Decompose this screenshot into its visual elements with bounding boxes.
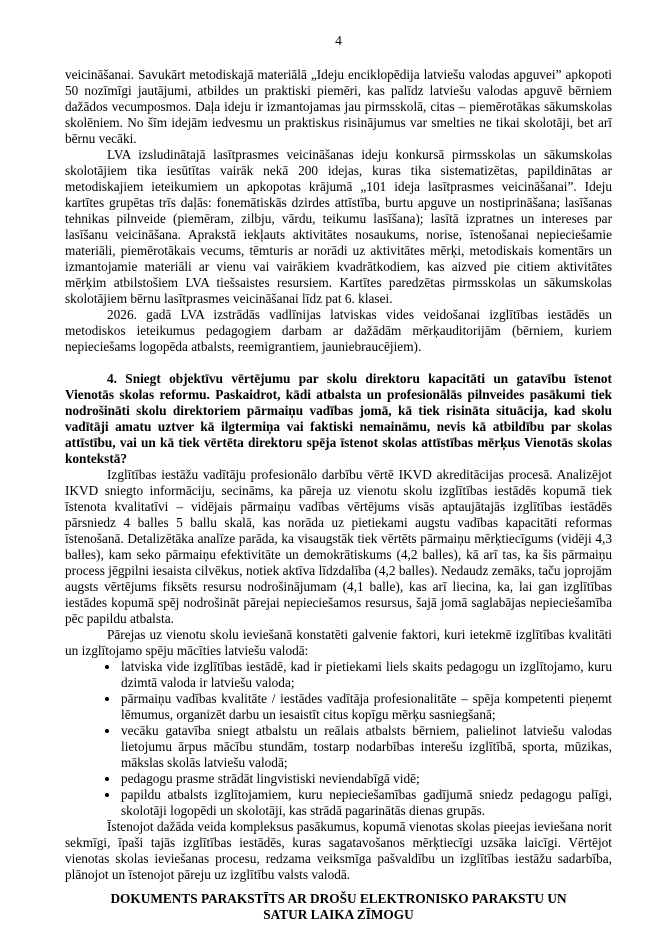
bullet-item: • vecāku gatavība sniegt atbalstu un reālais atbalsts bērniem, palielinot latviešu valodas lietojumu ārpus mācību stundām, tostarp nodarbības interešu izglītībā, sporta, mūzikas, mākslas skolās latviešu valodā; [120, 723, 612, 771]
body-paragraph: Pārejas uz vienotu skolu ieviešanā konstatēti galvenie faktori, kuri ietekmē izglītības kvalitāti un izglītojamo spēju mācīties latviešu valodā: [65, 627, 612, 658]
body-paragraph: veicināšanai. Savukārt metodiskajā materiālā „Ideju enciklopēdija latviešu valodas apguvei” apkopoti 50 nozīmīgi jautājumi, atbildes un praktiski piemēri, kas palīdz latviešu valodas apguvē bērniem dažādos vecumposmos. Daļa ideju ir izmantojamas jau pirmsskolā, citas – piemērotākas sākumskolas skolēniem. No šīm idejām iedvesmu un praktiskus risinājumus var smelties ne tikai skolotāji, bet arī bērnu vecāki. [65, 67, 612, 146]
body-paragraph: 2026. gadā LVA izstrādās vadlīnijas latviskas vides veidošanai izglītības iestādēs un metodiskos ieteikumus pedagogiem darbam ar dažādām mērķauditorijām (bērniem, kuriem nepieciešams logopēda atbalsts, reemigrantiem, jauniebraucējiem). [65, 307, 612, 354]
signature-footer-line1: DOKUMENTS PARAKSTĪTS AR DROŠU ELEKTRONISKO PARAKSTU UN [110, 891, 567, 906]
bullet-item: • latviska vide izglītības iestādē, kad ir pietiekami liels skaits pedagogu un izglītojamo, kuru dzimtā valoda ir latviešu valoda; [120, 659, 612, 691]
body-paragraph: Īstenojot dažāda veida kompleksus pasākumus, kopumā vienotas skolas pieejas ieviešana norit sekmīgi, īpaši tajās izglītības iestādēs, kuras sagatavošanos mērķtiecīgi uzsāka laicīgi. Vērtējot vienotas skolas ieviešanas procesu, redzama veiksmīga pašvaldību un izglītības iestāžu sadarbība, plānojot un īstenojot pāreju uz izglītību valsts valodā. [65, 819, 612, 882]
document-body [65, 67, 612, 883]
bullet-item: • pārmaiņu vadības kvalitāte / iestādes vadītāja profesionalitāte – spēja kompetenti pieņemt lēmumus, organizēt darbu un iesaistīt citus kopīgu mērķu sasniegšanā; [120, 691, 612, 723]
body-paragraph: LVA izsludinātajā lasītprasmes veicināšanas ideju konkursā pirmsskolas un sākumskolas skolotājiem tika iesūtītas vairāk nekā 200 idejas, kuras tika sistematizētas, papildinātas ar metodiskajiem ieteikumiem un apkopotas krājumā „101 ideja lasītprasmes veicināšanai”. Ideju kartītes grupētas trīs daļās: fonemātiskās dzirdes attīstība, burtu apguve un nostiprināšana; lasīšanas tehnikas pilnveide (piemēram, zilbju, vārdu, teikumu lasīšana); lasītā izpratnes un intereses par lasīšanu veicināšana. Aprakstā iekļauts aktivitātes nosaukums, norise, īstenošanai nepieciešamie materiāli, piemērotākais vecums, tēmturis ar norādi uz aktivitātes mērķi, metodiskais komentārs un izmantojamie materiāli ar vienu vai vairākiem kvadrātkodiem, kas aizved pie citiem aktivitātes mērķim atbilstošiem LVA tiešsaistes resursiem. Kartītes paredzētas pirmsskolas un sākumskolas skolotājiem bērnu lasītprasmes veicināšanai līdz pat 6. klasei. [65, 147, 612, 306]
bullet-item: • papildu atbalsts izglītojamiem, kuru nepieciešamības gadījumā sniedz pedagogu palīgi, skolotāji logopēdi un skolotāji, kas strādā pagarinātās dienas grupās. [120, 787, 612, 819]
signature-footer-line2: SATUR LAIKA ZĪMOGU [263, 907, 414, 922]
bullet-list [65, 659, 612, 819]
body-paragraph: Izglītības iestāžu vadītāju profesionālo darbību vērtē IKVD akreditācijas procesā. Analizējot IKVD sniegto informāciju, secināms, ka pāreja uz vienotu skolu izglītības iestādēs kopumā tiek īstenota kvalitatīvi – vidējais pārmaiņu vadības vērtējums visās aptaujātajās izglītības iestādēs pārsniedz 4 balles 5 ballu skalā, kas norāda uz pietiekami augstu vadības kapacitāti reformas īstenošanā. Detalizētāka analīze parāda, ka visaugstāk tiek vērtēts pārmaiņu mērķtiecīgums (vidēji 4,3 balles), kam seko pārmaiņu efektivitāte un demokrātiskums (4,2 balles), kā arī tas, ka šis pārmaiņu process jēgpilni iesaista cilvēkus, notiek aktīva līdzdalība (4,2 balles). Nedaudz zemāks, taču joprojām augsts vērtējums fiksēts resursu nodrošinājumam (4,1 balle), kas arī liecina, ka, lai gan izglītības iestādes kopumā spēj nodrošināt pārejai nepieciešamos resursus, šajā jomā saglabājas nepieciešamība pēc papildu atbalsta. [65, 467, 612, 626]
bold-question-paragraph: 4. Sniegt objektīvu vērtējumu par skolu direktoru kapacitāti un gatavību īstenot Vienotās skolas reformu. Paskaidrot, kādi atbalsta un profesionālās pilnveides pasākumi tiek nodrošināti skolu direktoriem pārmaiņu vadības jomā, kā tiek risināta situācija, kad skolu vadītāji amatu uztver kā ilgtermiņa vai faktiski nemaināmu, nevis kā atbildību par skolas attīstību, vai un kā tiek vērtēta direktoru spēja īstenot skolas attīstības mērķus Vienotās skolas kontekstā? [65, 371, 612, 466]
bullet-item: • pedagogu prasme strādāt lingvistiski neviendabīgā vidē; [120, 771, 612, 787]
signature-footer [65, 891, 612, 923]
page-number: 4 [335, 33, 342, 48]
paragraph-spacer [65, 355, 612, 371]
